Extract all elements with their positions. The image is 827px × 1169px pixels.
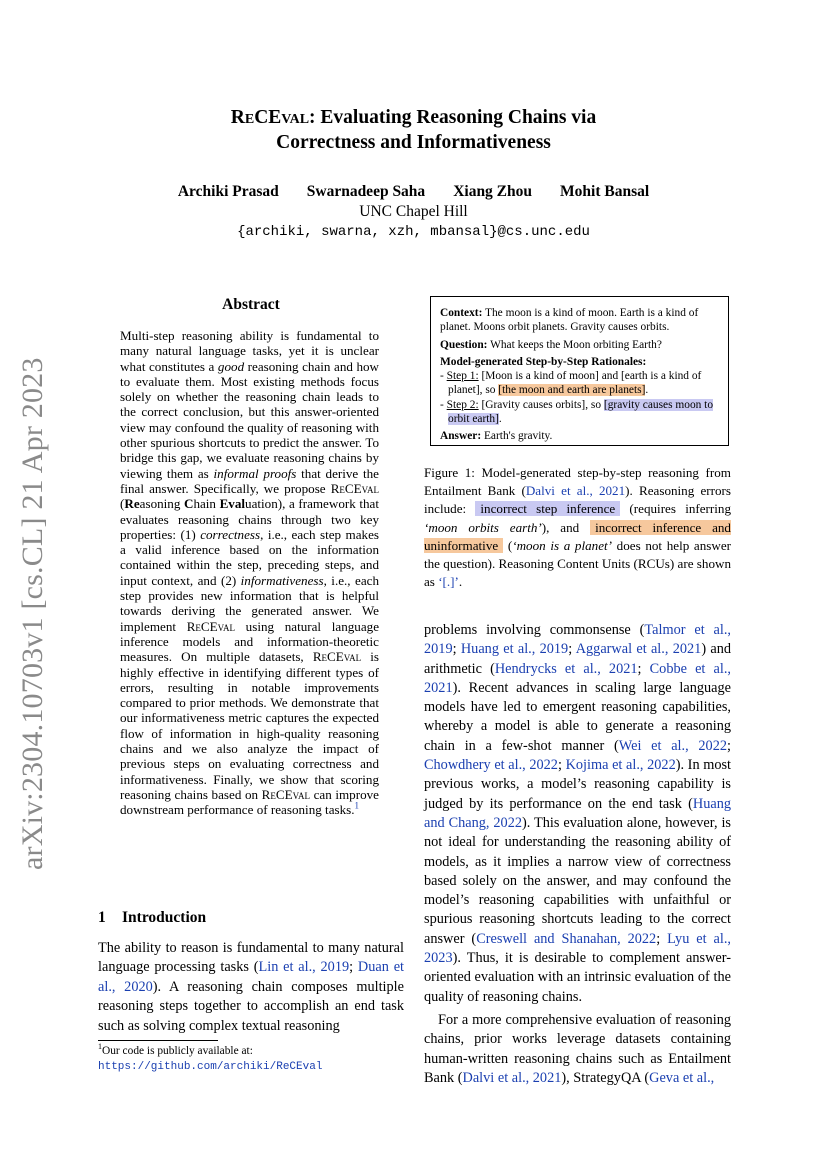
answer-text: Earth's gravity. <box>481 430 553 443</box>
context-label: Context: <box>440 307 483 319</box>
context-text: The moon is a kind of moon. Earth is a kind of planet. Moons orbit planets. Gravity causes orbits. <box>440 307 699 334</box>
abstract-text: hain <box>193 496 220 512</box>
citation-link[interactable]: Dalvi et al., 2021 <box>462 1069 562 1086</box>
answer-label: Answer: <box>440 430 482 443</box>
step-dash: - <box>440 398 447 411</box>
citation-link[interactable]: Kojima et al., 2022 <box>565 757 676 774</box>
body-text: ). Recent advances in scaling large language models have led to emergent reasoning capabilities, whereby a model is able to generate a reasoning chain in a few-shot manner ( <box>424 679 731 754</box>
arxiv-stamp: arXiv:2304.10703v1 [cs.CL] 21 Apr 2023 <box>16 357 49 870</box>
step-text: [Gravity causes orbits], so <box>478 398 604 411</box>
system-name: ReCEval <box>261 786 310 802</box>
citation-link[interactable]: Huang et al., 2019 <box>460 641 569 658</box>
acronym-bold: C <box>183 496 194 512</box>
step-text: [Moon is a kind of moon] <box>478 370 599 383</box>
citation-link[interactable]: Hendrycks et al., 2021 <box>494 660 638 677</box>
caption-text: ). Reasoning errors include: <box>424 483 731 517</box>
body-text: ). In most previous works, a model’s reasoning capability is judged by its performance on the end task ( <box>424 757 732 812</box>
abstract-text: asoning <box>139 496 184 512</box>
citation-link[interactable]: Huang and Chang, 2022 <box>424 795 731 831</box>
step-text: . <box>645 384 649 397</box>
body-text: ; <box>727 737 731 754</box>
citation-link[interactable]: Dalvi et al., 2021 <box>525 483 626 499</box>
abstract-text: Multi-step reasoning ability is fundamental to many natural language tasks, yet it is unclear what constitutes a <box>120 328 379 374</box>
system-name: ReCEval <box>330 480 379 496</box>
title-system-name: ReCEval <box>230 107 310 128</box>
intro-text: ). A reasoning chain composes multiple reasoning steps together to accomplish an end task such as solving complex textual reasoning <box>98 978 404 1034</box>
section-number: 1 <box>98 909 106 926</box>
figure-1-caption <box>424 464 731 591</box>
abstract-emphasis: good <box>217 358 245 374</box>
abstract-text: that derive the final answer. Specifically, we propose <box>120 465 379 496</box>
abstract-text: uation), a framework that evaluates reasoning chains through two key properties: (1) <box>120 496 379 542</box>
step-label: Step 1: <box>446 370 479 383</box>
system-name: ReCEval <box>312 649 362 665</box>
caption-text: ), and <box>541 519 591 535</box>
body-text: problems involving commonsense ( <box>424 622 645 638</box>
abstract-heading: Abstract <box>222 296 280 313</box>
body-text: ; <box>656 930 668 947</box>
title-line1: : Evaluating Reasoning Chains via <box>309 107 597 128</box>
body-paragraph <box>424 1011 731 1088</box>
right-column-body <box>424 621 731 1088</box>
body-text: ; <box>452 641 461 658</box>
caption-emphasis: ‘moon orbits earth’ <box>424 519 542 535</box>
intro-text: ; <box>349 959 358 976</box>
footnote-marker[interactable]: 1 <box>354 800 360 811</box>
footnote-text: Our code is publicly available at: <box>102 1045 253 1057</box>
caption-highlight-orange: incorrect inference and uninformative <box>424 519 731 553</box>
author-name: Swarnadeep Saha <box>306 183 426 200</box>
citation-link[interactable]: Duan et al., 2020 <box>98 959 405 995</box>
abstract-text: , i.e., each step provides new information that is helpful towards deriving the generated answer. We implement <box>120 572 379 634</box>
citation-link[interactable]: Aggarwal et al., 2021 <box>575 641 702 658</box>
body-text: ; <box>557 757 566 774</box>
abstract-text: reasoning chain and how to evaluate them. Most existing methods focus solely on whether the reasoning chain leads to the correct conclusion, but this answer-oriented view may confound the quality of reasoning with other spurious shortcuts to predict the answer. To bridge this gap, we evaluate reasoning chains by viewing them as <box>120 358 380 481</box>
section-title: Introduction <box>122 909 207 926</box>
abstract-body <box>120 328 379 818</box>
intro-paragraph <box>98 939 404 1036</box>
footnote-number: 1 <box>98 1042 102 1052</box>
body-text: ) and arithmetic ( <box>424 641 732 677</box>
abstract-text: is highly effective in identifying different types of errors, resulting in notable improvements compared to prior methods. We demonstrate that our informativeness metric captures the expected flow of information in high-quality reasoning chains and we also analyze the impact of previous steps on evaluating correctness and informativeness. Finally, we show that scoring reasoning chains based on <box>120 649 379 802</box>
abstract-emphasis: correctness <box>200 526 261 542</box>
author-name: Xiang Zhou <box>453 183 533 200</box>
abstract-emphasis: informal proofs <box>213 465 297 481</box>
body-text: ). This evaluation alone, however, is not ideal for understanding the reasoning ability of models, as it implies a narrow view of correctness based solely on the answer, and may confound the model’s reasoning capabilities with unfaithful or spurious reasoning shortcuts leading to the correct answer ( <box>424 814 731 947</box>
body-paragraph <box>424 621 731 1007</box>
figure-step-1 <box>440 369 719 398</box>
acronym-bold: Re <box>124 496 140 512</box>
caption-text: does not help answer the question). Reasoning Content Units (RCUs) are shown as <box>424 537 731 590</box>
caption-text: . <box>458 574 463 590</box>
affiliation: UNC Chapel Hill <box>359 203 468 220</box>
citation-link[interactable]: Chowdhery et al., 2022 <box>424 757 558 774</box>
abstract-text: ( <box>120 496 125 512</box>
citation-link[interactable]: Lin et al., 2019 <box>258 959 350 976</box>
abstract-text: using natural language inference models and information-theoretic measures. On multiple datasets, <box>120 618 380 665</box>
caption-text: Figure 1: Model-generated step-by-step reasoning from Entailment Bank ( <box>424 465 731 499</box>
highlight-incorrect-inference: [gravity causes moon to orbit earth] <box>448 398 714 426</box>
body-text: ; <box>637 660 650 677</box>
acronym-bold: Eval <box>219 496 246 512</box>
body-text: ; <box>568 641 576 658</box>
author-list <box>0 182 827 202</box>
section-heading <box>98 909 206 927</box>
title-line2: Correctness and Informativeness <box>276 132 551 153</box>
author-name: Mohit Bansal <box>560 183 650 200</box>
rcu-notation: ‘[.]’ <box>438 574 459 590</box>
step-text: . <box>498 413 502 426</box>
step-dash: - <box>440 370 447 383</box>
question-text: What keeps the Moon orbiting Earth? <box>487 338 662 351</box>
abstract-text: can improve downstream performance of reasoning tasks. <box>120 786 379 818</box>
footnote <box>98 1044 404 1074</box>
system-name: ReCEval <box>186 618 235 634</box>
highlight-uninformative: [the moon and earth are planets] <box>498 384 646 397</box>
code-url-link[interactable]: https://github.com/archiki/ReCEval <box>98 1060 323 1073</box>
caption-text: (requires inferring <box>620 501 732 517</box>
citation-link[interactable]: Creswell and Shanahan, 2022 <box>476 930 657 947</box>
rationales-label: Model-generated Step-by-Step Rationales: <box>440 355 647 368</box>
citation-link[interactable]: Geva et al., <box>649 1069 715 1086</box>
abstract-emphasis: informativeness <box>240 572 324 588</box>
caption-highlight-blue: incorrect step inference <box>475 501 620 516</box>
caption-text: ( <box>503 537 513 553</box>
step-text: and [earth is a kind of planet], so <box>448 370 702 397</box>
figure-answer <box>440 429 719 443</box>
figure-question <box>440 338 719 352</box>
paper-title <box>0 105 827 155</box>
step-label: Step 2: <box>446 398 479 411</box>
figure-1-box <box>430 296 729 446</box>
citation-link[interactable]: Lyu et al., 2023 <box>424 930 731 967</box>
caption-emphasis: ‘moon is a planet’ <box>512 537 613 553</box>
figure-step-2 <box>440 398 719 427</box>
citation-link[interactable]: Wei et al., 2022 <box>618 737 727 754</box>
citation-link[interactable]: Cobbe et al., 2021 <box>424 660 731 696</box>
figure-context <box>440 306 719 335</box>
abstract-text: , i.e., each step makes a valid inference based on the information contained within the step, preceding steps, and input context, and (2) <box>120 526 379 588</box>
body-text: ). Thus, it is desirable to complement answer-oriented evaluation with an intrinsic evaluation of the quality of reasoning chains. <box>424 950 731 1005</box>
author-emails: {archiki, swarna, xzh, mbansal}@cs.unc.edu <box>237 224 590 240</box>
figure-rationales-heading <box>440 355 719 369</box>
body-text: For a more comprehensive evaluation of reasoning chains, prior works leverage datasets containing human-written reasoning chains such as Entailment Bank ( <box>424 1011 731 1086</box>
body-text: ), StrategyQA ( <box>561 1069 650 1086</box>
question-label: Question: <box>440 338 488 351</box>
intro-text: The ability to reason is fundamental to many natural language processing tasks ( <box>98 940 404 976</box>
author-name: Archiki Prasad <box>177 183 279 200</box>
citation-link[interactable]: Talmor et al., 2019 <box>424 622 731 658</box>
footnote-rule <box>98 1040 218 1041</box>
